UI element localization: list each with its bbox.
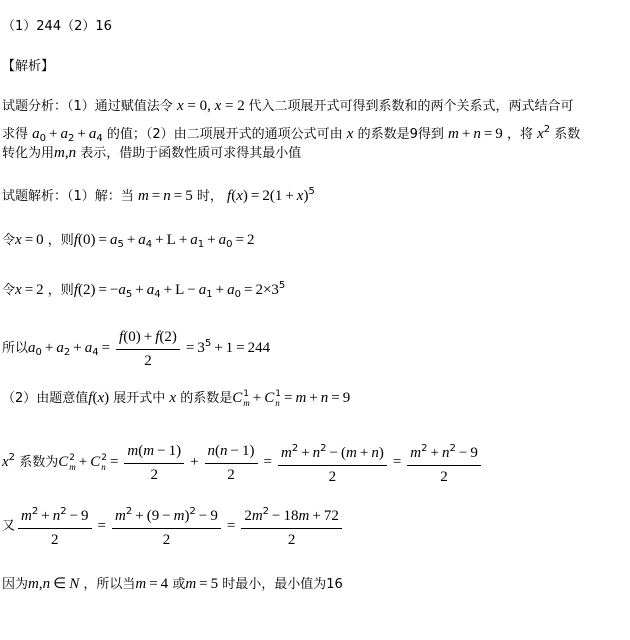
answer-line [2,18,112,36]
formula: x [214,98,222,114]
fraction: $\frac{m(m - 1)}{2}$ [124,442,184,484]
solution-text: 因为 [2,577,29,592]
answer-text: （1）244（2）16 [2,19,112,34]
solution-text: ，则 [47,283,74,298]
analysis-text: 求得 [2,127,29,142]
solution-text: 系数为 [19,455,59,470]
formula: x [537,126,544,142]
solution-text: 或 [172,577,186,592]
solution-text: 所以 [2,341,29,356]
analysis-text: 的值；（2）由二项展开式的通项公式可由 [106,127,343,142]
analysis-text: 转化为用 [2,146,55,161]
formula: x [346,126,354,142]
solution-text: 时最小，最小值为16 [222,577,343,592]
fraction: $\frac{n(n - 1)}{2}$ [205,442,258,484]
formula: = 2 [221,98,249,114]
solution-line-2: 令x = 0 ，则$f(0) = a_5 + a_4 + L + a_1 + a_0 = 2$ [2,232,255,250]
solution-text: ，则 [47,233,74,248]
analysis-label: 试题分析： [2,99,68,114]
solution-text: 又 [2,518,16,534]
solution-text: 的系数是 [180,391,233,406]
fraction: $\frac{m^2 + n^2 - 9}{2}$ [18,503,92,549]
fraction: $\frac{m^2 + n^2 - 9}{2}$ [407,440,481,486]
section-title-text: 【解析】 [2,59,55,74]
solution-line-5: （2）由题意值f(x) 展开式中 x 的系数是C 1 m + C 1 n = m + n = 9 [2,388,351,408]
solution-text: 展开式中 [113,391,166,406]
solution-line-4: 所以$a_0 + a_2 + a_4$ = $\frac{f(0) + f(2)}{2}$ = $3^5 + 1 = 244$ [2,328,271,369]
solution-line-6: $x^2$ 系数为C 2 m + C 2 n = $\frac{m(m - 1)}{2}$ + $\frac{n(n - 1)}{2}$ = $\frac{m^2 + n^2 - (m + n)}{2}$ = $\frac{m^2 + n^2 - 9}{2}$ [2,436,484,486]
analysis-text: （1）通过赋值法令 [67,99,173,114]
formula: x [176,98,184,114]
solution-text: 时， [196,189,223,204]
analysis-line-1 [2,97,573,116]
analysis-text: ，将 [506,127,533,142]
fraction: $\frac{2m^2 - 18m + 72}{2}$ [241,503,342,549]
solution-text: （1）解：当 [67,189,134,204]
solution-text: 令 [2,283,16,298]
formula: m [54,145,65,161]
analysis-text: 表示，借助于函数性质可求得其最小值 [80,146,302,161]
fraction: $\frac{m^2 + n^2 - (m + n)}{2}$ [278,440,387,486]
solution-text: 令 [2,233,16,248]
analysis-text: 的系数是9得到 [357,127,444,142]
solution-text: ，所以当 [83,577,136,592]
section-title [2,58,54,76]
fraction: $\frac{m^2 + (9 - m)^2 - 9}{2}$ [112,503,221,549]
formula: a [32,126,40,142]
solution-label: 试题解析： [2,189,68,204]
solution-text: （2）由题意值 [2,391,89,406]
fraction: $\frac{f(0) + f(2)}{2}$ [116,328,180,370]
formula: = 0, [183,98,215,114]
analysis-text: 系数 [554,127,581,142]
solution-line-7: 又 $\frac{m^2 + n^2 - 9}{2}$ = $\frac{m^2 + (9 - m)^2 - 9}{2}$ = $\frac{2m^2 - 18m + 72}{2}$ [2,503,345,549]
formula: m [448,126,459,142]
analysis-text: 代入二项展开式可得到系数和的两个关系式，两式结合可 [248,99,574,114]
solution-line-8: 因为m,n ∈ N ，所以当m = 4 或m = 5 时最小，最小值为16 [2,576,343,592]
analysis-line-2: 求得 $a_0 + a_2 + a_4$ 的值；（2）由二项展开式的通项公式可由 x 的系数是9得到 m + n = 9 ，将 $x^2$ 系数 [2,124,581,144]
solution-line-1: 试题解析：（1）解：当 m = n = 5 时， $f(x) = 2(1 + x)^5$ [2,186,315,204]
solution-line-3: 令x = 2 ，则$f(2) = -a_5 + a_4 + L - a_1 + a_0 = 2\times 3^5$ [2,280,286,300]
analysis-line-3: 转化为用m,n 表示，借助于函数性质可求得其最小值 [2,145,302,161]
